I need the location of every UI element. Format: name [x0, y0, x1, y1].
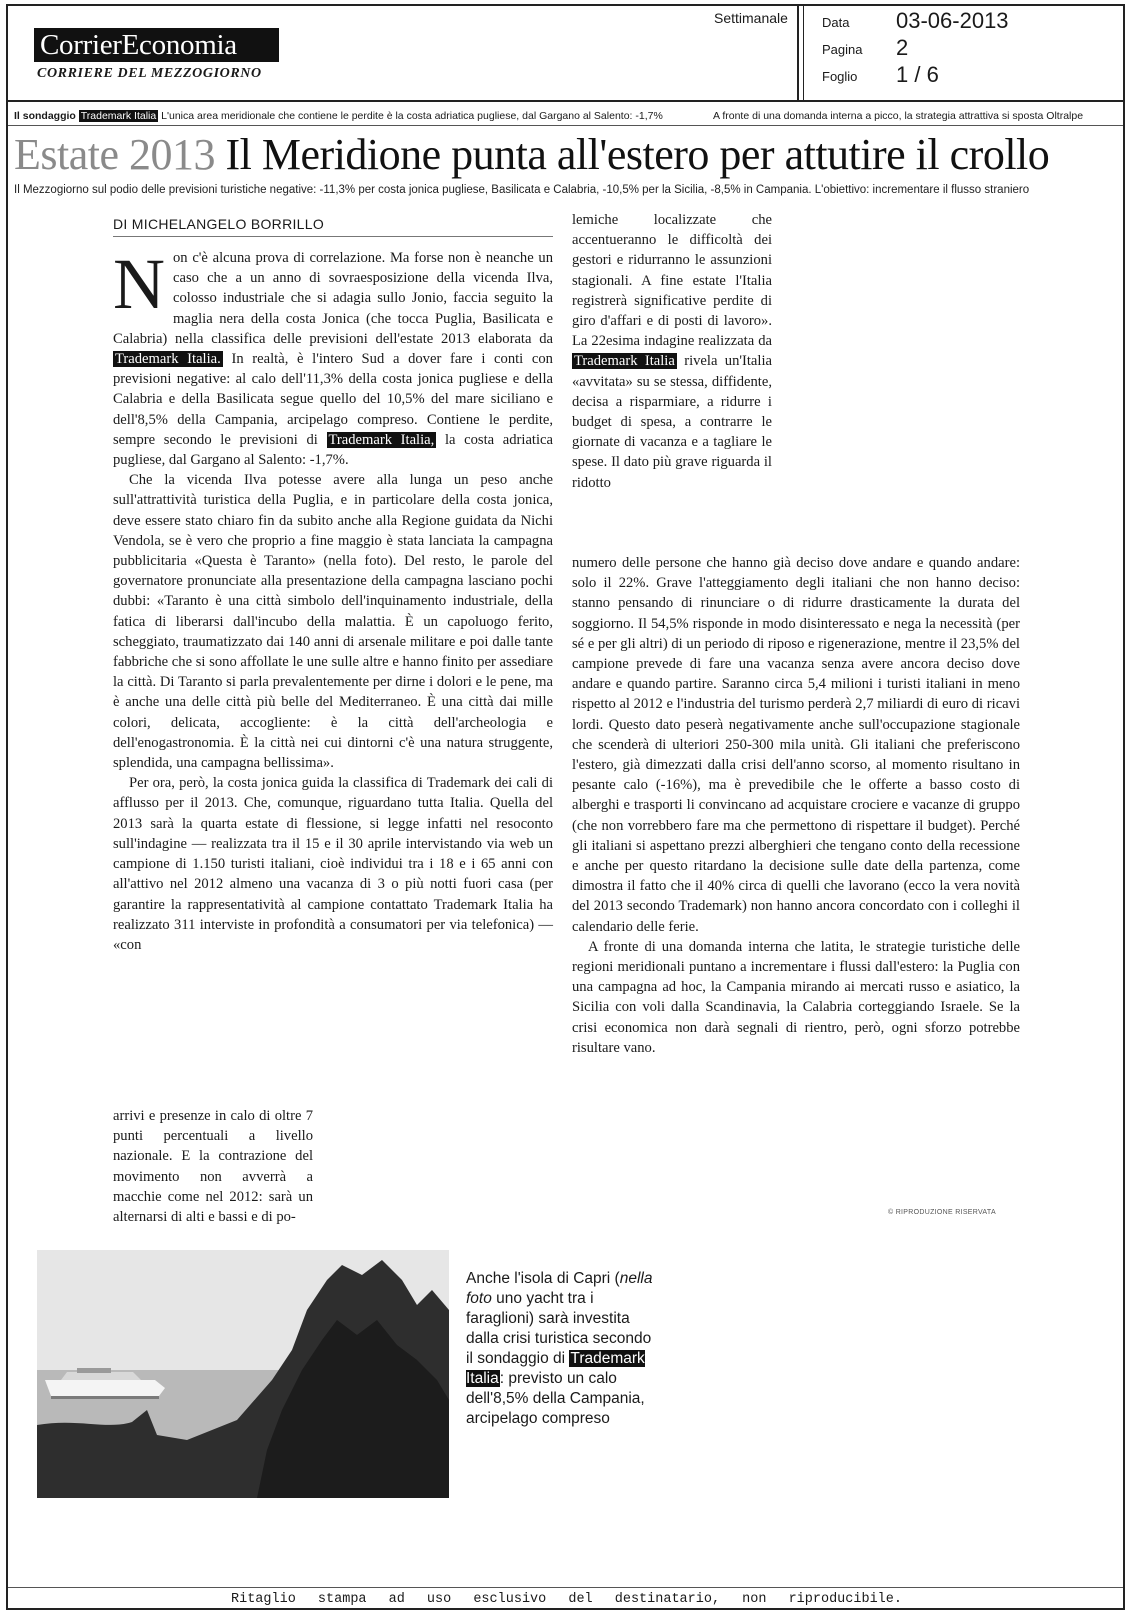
photo-illustration: [37, 1250, 449, 1498]
meta-date-label: Data: [822, 15, 850, 30]
frequency-label: Settimanale: [714, 10, 788, 26]
brand-highlight: Trademark Italia: [574, 353, 675, 370]
paragraph-text: la costa adriatica pugliese, dal Gargano al Salento: -1,7%.: [113, 431, 553, 469]
reproduction-note: © RIPRODUZIONE RISERVATA: [888, 1209, 996, 1216]
brand-highlight: Trademark Italia.: [115, 351, 221, 368]
article-column-1-tail: [113, 1106, 313, 1227]
paragraph-text: on c'è alcuna prova di correlazione. Ma forse non è neanche un caso che a un anno di sovraesposizione della vicenda Ilva, colosso industriale che si adagia sullo Jonio, faccia seguito la maglia nera della costa Jonica (che tocca Puglia, Basilicata e Calabria) nella classifica delle previsioni dell'estate 2013 elaborata da: [113, 250, 553, 347]
meta-page-label: Pagina: [822, 42, 863, 57]
kicker-text: L'unica area meridionale che contiene le perdite è la costa adriatica pugliese, dal Gargano al Salento: -1,7%: [161, 110, 663, 122]
article-column-2-narrow: [572, 210, 772, 493]
meta-page-value: 2: [896, 35, 909, 60]
caption-text: uno yacht tra i faraglioni) sarà investita dalla crisi turistica secondo il sondaggio di: [466, 1290, 652, 1367]
header-divider: [797, 6, 799, 100]
paragraph: arrivi e presenze in calo di oltre 7 punti percentuali a livello nazionale. E la contrazione del movimento non avverrà a macchie come nel 2012: sarà un alternarsi di alti e bassi e di po-: [113, 1108, 313, 1226]
photo-caption: [466, 1269, 656, 1429]
byline-rule: [113, 236, 553, 237]
paragraph: numero delle persone che hanno già deciso dove andare e quando andare: solo il 22%. Grave l'atteggiamento degli italiani che non hanno deciso: stanno pensando di rinunciare o di ridurre drasticamente la durata del soggiorno. Il 54,5% risponde in modo disinteressato e nega la necessità (per sé e per gli altri) di un periodo di riposo e rigenerazione, mentre il 23,5% del campione prevede di fare una vacanza senza avere ancora deciso dove andare e quando partire. Saranno circa 5,4 milioni i turisti italiani in meno rispetto al 2012 e l'industria del turismo perderà 2,7 miliardi di euro di ricavi lordi. Questo dato peserà negativamente anche sull'occupazione stagionale che scenderà di ulteriori 250-300 mila unità. Gli italiani che preferiscono l'estero, già dimezzati dalla crisi dell'anno scorso, al momento risultano in pesante calo (-16%), ma è prevedibile che le offerte a basso costo di alberghi e trasporti li convincano ad acquistare crociere e vacanze di gruppo (che non vorrebbero fare ma che permettono di rispettare il budget). Perché gli italiani si aspettano prezzi alberghieri che tengano conto della recessione e anche per questo ritardano la decisione sulle date della partenza, come dimostra il fatto che il 40% circa di quelli che lavorano (ecco la vera novità del 2013 secondo Trademark) non hanno ancora concordato con i colleghi il calendario delle ferie.: [572, 555, 1020, 935]
kicker-brand: Trademark Italia: [80, 110, 157, 122]
paragraph-text: lemiche localizzate che accentueranno le difficoltà dei gestori e ridurranno le assunzioni stagionali. A fine estate l'Italia registrerà significative perdite di giro d'affari e di posti di lavoro». La 22esima indagine realizzata da: [572, 212, 772, 350]
kicker-right: A fronte di una domanda interna a picco, la strategia attrattiva si sposta Oltralpe: [713, 110, 1084, 122]
byline: DI MICHELANGELO BORRILLO: [113, 216, 325, 232]
paragraph-text: In realtà, è l'intero Sud a dover fare i conti con previsioni negative: al calo dell'11,3% della costa jonica pugliese e della Calabria e della Basilicata segue quello del 10,5% del mare siciliano e dell'8,5% della Campania, arcipelago compreso. Contiene le perdite, sempre secondo le previsioni di: [113, 351, 553, 448]
header-divider: [803, 6, 804, 100]
footer-rule: [8, 1587, 1123, 1588]
deck: Il Mezzogiorno sul podio delle previsioni turistiche negative: -11,3% per costa jonica pugliese, Basilicata e Calabria, -10,5% per la Sicilia, -8,5% in Campania. L'obiettivo: incrementare il flusso straniero: [14, 184, 1030, 196]
paragraph: [113, 244, 553, 470]
headline-prefix: Estate 2013: [14, 130, 216, 179]
caption-italic: nella foto: [466, 1270, 653, 1307]
kicker-rule: [8, 125, 1123, 126]
brand-highlight: Trademark Italia: [466, 1350, 645, 1387]
header-rule: [8, 100, 1123, 102]
kicker-left: [14, 110, 663, 122]
paragraph: [572, 210, 772, 493]
meta-date-value: 03-06-2013: [896, 8, 1009, 33]
article-column-2-wide: [572, 553, 1020, 1058]
publication-subhead: CORRIERE DEL MEZZOGIORNO: [37, 66, 262, 81]
article-column-1: [113, 244, 553, 955]
footer-disclaimer: Ritaglio stampa ad uso esclusivo del destinatario, non riproducibile.: [231, 1592, 902, 1607]
caption-text: Anche l'isola di Capri (: [466, 1270, 620, 1287]
brand-highlight: Trademark Italia,: [328, 431, 435, 448]
capri-yacht-photo: [37, 1250, 449, 1498]
headline-main: Il Meridione punta all'estero per attutire il crollo: [225, 130, 1050, 179]
paragraph: A fronte di una domanda interna che latita, le strategie turistiche delle regioni meridionali puntano a incrementare i flussi dall'estero: la Puglia con una campagna ad hoc, la Campania mirando ai mercati russo e asiatico, la Sicilia con voli dalla Scandinavia, la Calabria corteggiando Israele. Se la crisi economica non darà segnali di rientro, però, ogni sforzo potrebbe risultare vano.: [572, 938, 1020, 1056]
paragraph: Per ora, però, la costa jonica guida la classifica di Trademark dei cali di afflusso per il 2013. Che, comunque, riguardano tutta Italia. Quella del 2013 sarà la quarta estate di flessione, si legge infatti nel resoconto sull'indagine — realizzata tra il 15 e il 30 aprile intervistando via web un campione di 1.150 turisti italiani, cioè individui tra i 18 e i 65 anni con all'attivo nel 2012 almeno una vacanza di 3 o più notti fuori casa (per garantire la rappresentatività al campione contattato Trademark Italia ha realizzato 311 interviste in profondità a consumatori per via telefonica) — «con: [113, 775, 553, 953]
dropcap: N: [113, 244, 165, 324]
kicker-lead: Il sondaggio: [14, 110, 76, 122]
caption-text: : previsto un calo dell'8,5% della Campania, arcipelago compreso: [466, 1370, 645, 1427]
meta-sheet-label: Foglio: [822, 69, 858, 84]
paragraph: Che la vicenda Ilva potesse avere alla lunga un peso anche sull'attrattività turistica della Puglia, e in particolare della costa jonica, deve essere stato chiaro fin da subito anche alla Regione guidata da Nichi Vendola, se è vero che proprio a fine maggio è stata lanciata la campagna pubblicitaria «Questa è Taranto» (nella foto). Del resto, le parole del governatore pronunciate alla presentazione della campagna lasciano pochi dubbi: «Taranto è una città simbolo dell'inquinamento industriale, della fatica di liberarsi dall'incubo della malattia. È un capoluogo ferito, scheggiato, traumatizzato dai 140 anni di arsenale militare e poi dalle tante fabbriche che si sono affollate le une sulle altre e hanno finito per assediare la città. Di Taranto si parla prevalentemente per dirne i dolori e le pene, ma è anche una delle città più belle del Mediterraneo. È una città dai mille colori, delicata, accogliente: è la città dell'archeologia e dell'enogastronomia. È la città nei cui dintorni c'è una natura struggente, splendida, una campagna bellissima».: [113, 472, 553, 772]
meta-sheet-value: 1 / 6: [896, 62, 939, 87]
paragraph-text: rivela un'Italia «avvitata» su se stessa, diffidente, decisa a risparmiare, a ridurre i budget di spesa, a contrarre le giornate di vacanza e a tagliare le spese. Il dato più grave riguarda il ridotto: [572, 353, 772, 491]
masthead-logo: CorrierEconomia: [34, 28, 279, 62]
headline: [14, 130, 1049, 180]
